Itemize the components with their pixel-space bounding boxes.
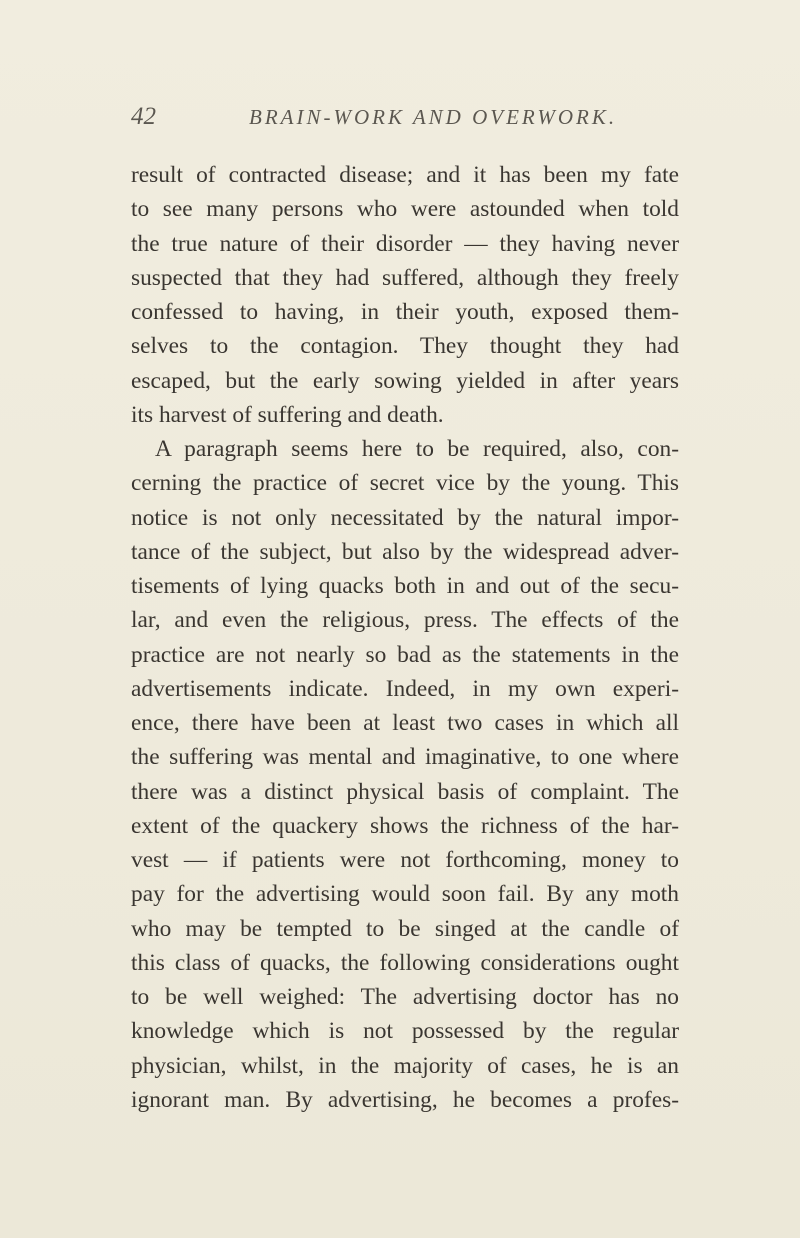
text-line: there was a distinct physical basis of complaint. The — [131, 778, 679, 805]
page-number: 42 — [131, 103, 156, 130]
running-title: BRAIN-WORK AND OVERWORK. — [249, 105, 618, 129]
running-head — [131, 103, 691, 133]
text-line: extent of the quackery shows the richness of the har- — [131, 812, 679, 839]
text-line: to see many persons who were astounded when told — [131, 196, 679, 223]
text-line: vest — if patients were not forthcoming, money to — [131, 847, 679, 873]
text-line: notice is not only necessitated by the natural impor- — [131, 504, 679, 531]
text-line: ence, there have been at least two cases in which all — [131, 710, 679, 736]
text-line: to be well weighed: The advertising doctor has no — [131, 984, 679, 1010]
text-line: pay for the advertising would soon fail. By any moth — [131, 881, 679, 908]
text-line: escaped, but the early sowing yielded in after years — [131, 367, 679, 394]
text-line: practice are not nearly so bad as the statements in the — [131, 641, 679, 668]
text-line: ignorant man. By advertising, he becomes a profes- — [131, 1086, 679, 1113]
text-line: its harvest of suffering and death. — [131, 401, 444, 428]
text-line: confessed to having, in their youth, exposed them- — [131, 299, 679, 325]
body-text — [131, 158, 679, 1117]
text-line: suspected that they had suffered, although they freely — [131, 264, 679, 291]
text-line: tisements of lying quacks both in and out of the secu- — [131, 573, 679, 599]
text-line: advertisements indicate. Indeed, in my own experi- — [131, 675, 679, 702]
text-line: the suffering was mental and imaginative, to one where — [131, 744, 679, 771]
text-line: selves to the contagion. They thought they had — [131, 333, 679, 360]
text-line: this class of quacks, the following considerations ought — [131, 949, 679, 976]
text-line: knowledge which is not possessed by the regular — [131, 1018, 679, 1045]
text-line: physician, whilst, in the majority of cases, he is an — [131, 1052, 679, 1079]
text-line: A paragraph seems here to be required, also, con- — [155, 436, 679, 462]
text-line: cerning the practice of secret vice by the young. This — [131, 470, 679, 497]
text-line: lar, and even the religious, press. The effects of the — [131, 607, 679, 634]
text-line: tance of the subject, but also by the widespread adver- — [131, 538, 679, 565]
text-line: result of contracted disease; and it has been my fate — [131, 162, 679, 188]
text-line: the true nature of their disorder — they having never — [131, 230, 679, 257]
text-line: who may be tempted to be singed at the candle of — [131, 915, 679, 942]
